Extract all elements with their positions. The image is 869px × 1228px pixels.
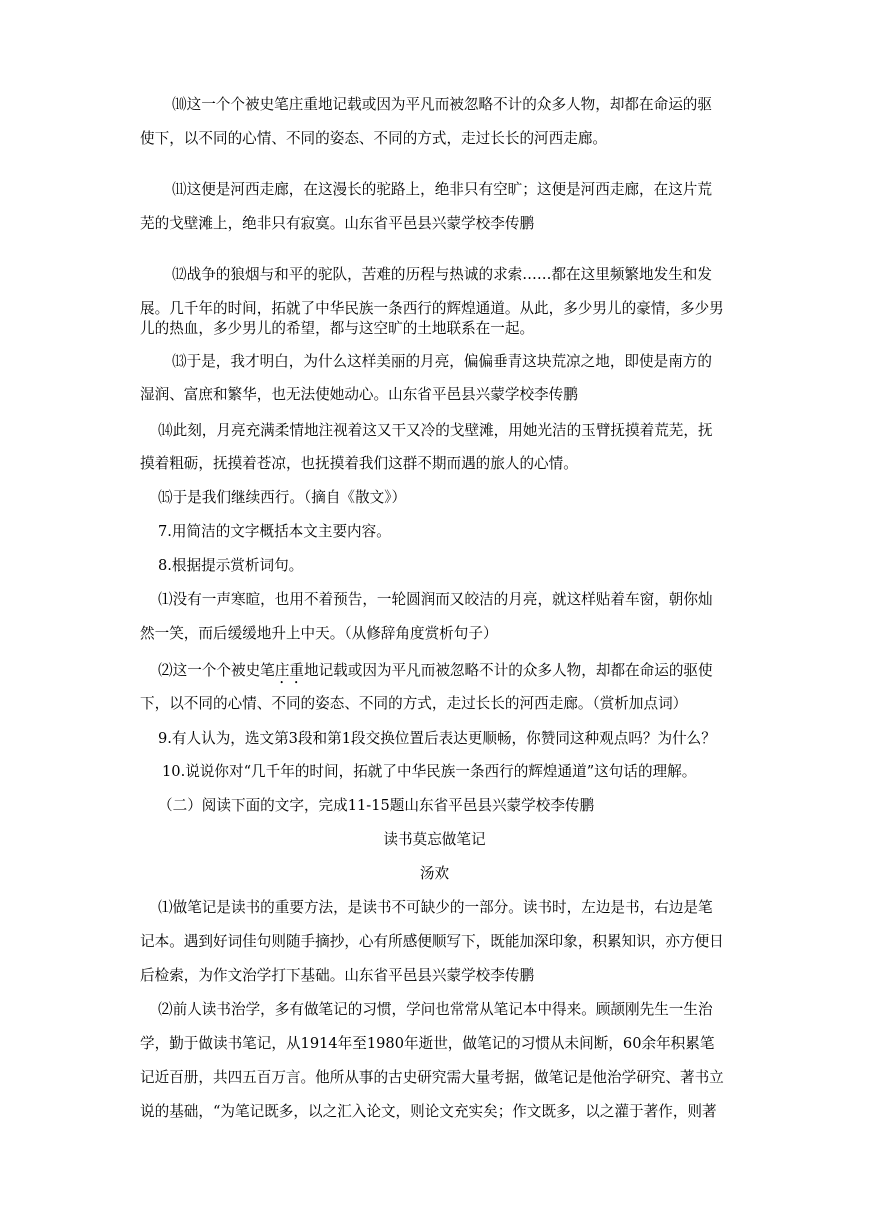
paragraph-11-line-1: ⑾这便是河西走廊，在这漫长的驼路上，绝非只有空旷；这便是河西走廊，在这片荒 bbox=[172, 181, 712, 198]
question-8-item-1-line-2: 然一笑，而后缓缓地升上中天。（从修辞角度赏析句子） bbox=[140, 625, 498, 642]
article-paragraph-2-line-4: 说的基础，“为笔记既多，以之汇入论文，则论文充实矣；作文既多，以之灌于著作，则著 bbox=[140, 1103, 717, 1120]
paragraph-13-line-2: 湿润、富庶和繁华，也无法使她动心。山东省平邑县兴蒙学校李传鹏 bbox=[140, 386, 578, 403]
article-paragraph-2-line-2: 学，勤于做读书笔记，从1914年至1980年逝世，做笔记的习惯从未间断，60余年积累笔 bbox=[140, 1035, 715, 1052]
paragraph-11-line-2: 芜的戈壁滩上，绝非只有寂寞。山东省平邑县兴蒙学校李传鹏 bbox=[140, 215, 535, 232]
question-7: 7.用简洁的文字概括本文主要内容。 bbox=[158, 523, 391, 540]
paragraph-15: ⒂于是我们继续西行。（摘自《散文》） bbox=[158, 489, 407, 506]
paragraph-14-line-2: 摸着粗砺，抚摸着苍凉，也抚摸着我们这群不期而遇的旅人的心情。 bbox=[140, 455, 578, 472]
emphasized-word: 庄重 bbox=[274, 662, 304, 679]
article-paragraph-1-line-3: 后检索，为作文治学打下基础。山东省平邑县兴蒙学校李传鹏 bbox=[140, 967, 535, 984]
question-8-item-2-text-b: 地记载或因为平凡而被忽略不计的众多人物，却都在命运的驱使 bbox=[303, 662, 713, 679]
article-author: 汤欢 bbox=[419, 865, 450, 882]
question-8-item-2-line-2: 下，以不同的心情、不同的姿态、不同的方式，走过长长的河西走廊。（赏析加点词） bbox=[140, 695, 688, 712]
question-8-item-2-text-a: ⑵这一个个被史笔 bbox=[158, 662, 275, 679]
paragraph-13-line-1: ⒀于是，我才明白，为什么这样美丽的月亮，偏偏垂青这块荒凉之地，即使是南方的 bbox=[172, 353, 712, 370]
question-9: 9.有人认为，选文第3段和第1段交换位置后表达更顺畅，你赞同这种观点吗？为什么？ bbox=[158, 730, 716, 747]
paragraph-10-line-1: ⑽这一个个被史笔庄重地记载或因为平凡而被忽略不计的众多人物，却都在命运的驱 bbox=[172, 96, 712, 113]
paragraph-12-line-3: 儿的热血，多少男儿的希望，都与这空旷的土地联系在一起。 bbox=[140, 320, 535, 337]
article-paragraph-1-line-2: 记本。遇到好词佳句则随手摘抄，心有所感便顺写下，既能加深印象，积累知识，亦方便日 bbox=[140, 933, 724, 950]
article-paragraph-2-line-3: 记近百册，共四五百万言。他所从事的古史研究需大量考据，做笔记是他治学研究、著书立 bbox=[140, 1069, 724, 1086]
article-title: 读书莫忘做笔记 bbox=[383, 831, 486, 848]
paragraph-10-line-2: 使下，以不同的心情、不同的姿态、不同的方式，走过长长的河西走廊。 bbox=[140, 130, 608, 147]
question-8-item-1-line-1: ⑴没有一声寒暄，也用不着预告，一轮圆润而又皎洁的月亮，就这样贴着车窗，朝你灿 bbox=[158, 591, 713, 608]
paragraph-14-line-1: ⒁此刻，月亮充满柔情地注视着这又干又冷的戈壁滩，用她光洁的玉臂抚摸着荒芜，抚 bbox=[158, 422, 713, 439]
paragraph-12-line-1: ⑿战争的狼烟与和平的驼队，苦难的历程与热诚的求索……都在这里频繁地发生和发 bbox=[172, 266, 712, 283]
question-8-item-2-line-1 bbox=[158, 654, 740, 687]
paragraph-12-line-2: 展。几千年的时间，拓就了中华民族一条西行的辉煌通道。从此，多少男儿的豪情，多少男 bbox=[140, 300, 724, 317]
article-paragraph-2-line-1: ⑵前人读书治学，多有做笔记的习惯，学问也常常从笔记本中得来。顾颉刚先生一生治 bbox=[158, 1001, 713, 1018]
question-8: 8.根据提示赏析词句。 bbox=[158, 557, 304, 574]
question-10: 10.说说你对“几千年的时间，拓就了中华民族一条西行的辉煌通道”这句话的理解。 bbox=[162, 763, 697, 780]
section-2-instruction: （二）阅读下面的文字，完成11-15题山东省平邑县兴蒙学校李传鹏 bbox=[158, 797, 595, 814]
article-paragraph-1-line-1: ⑴做笔记是读书的重要方法，是读书不可缺少的一部分。读书时，左边是书，右边是笔 bbox=[158, 899, 713, 916]
